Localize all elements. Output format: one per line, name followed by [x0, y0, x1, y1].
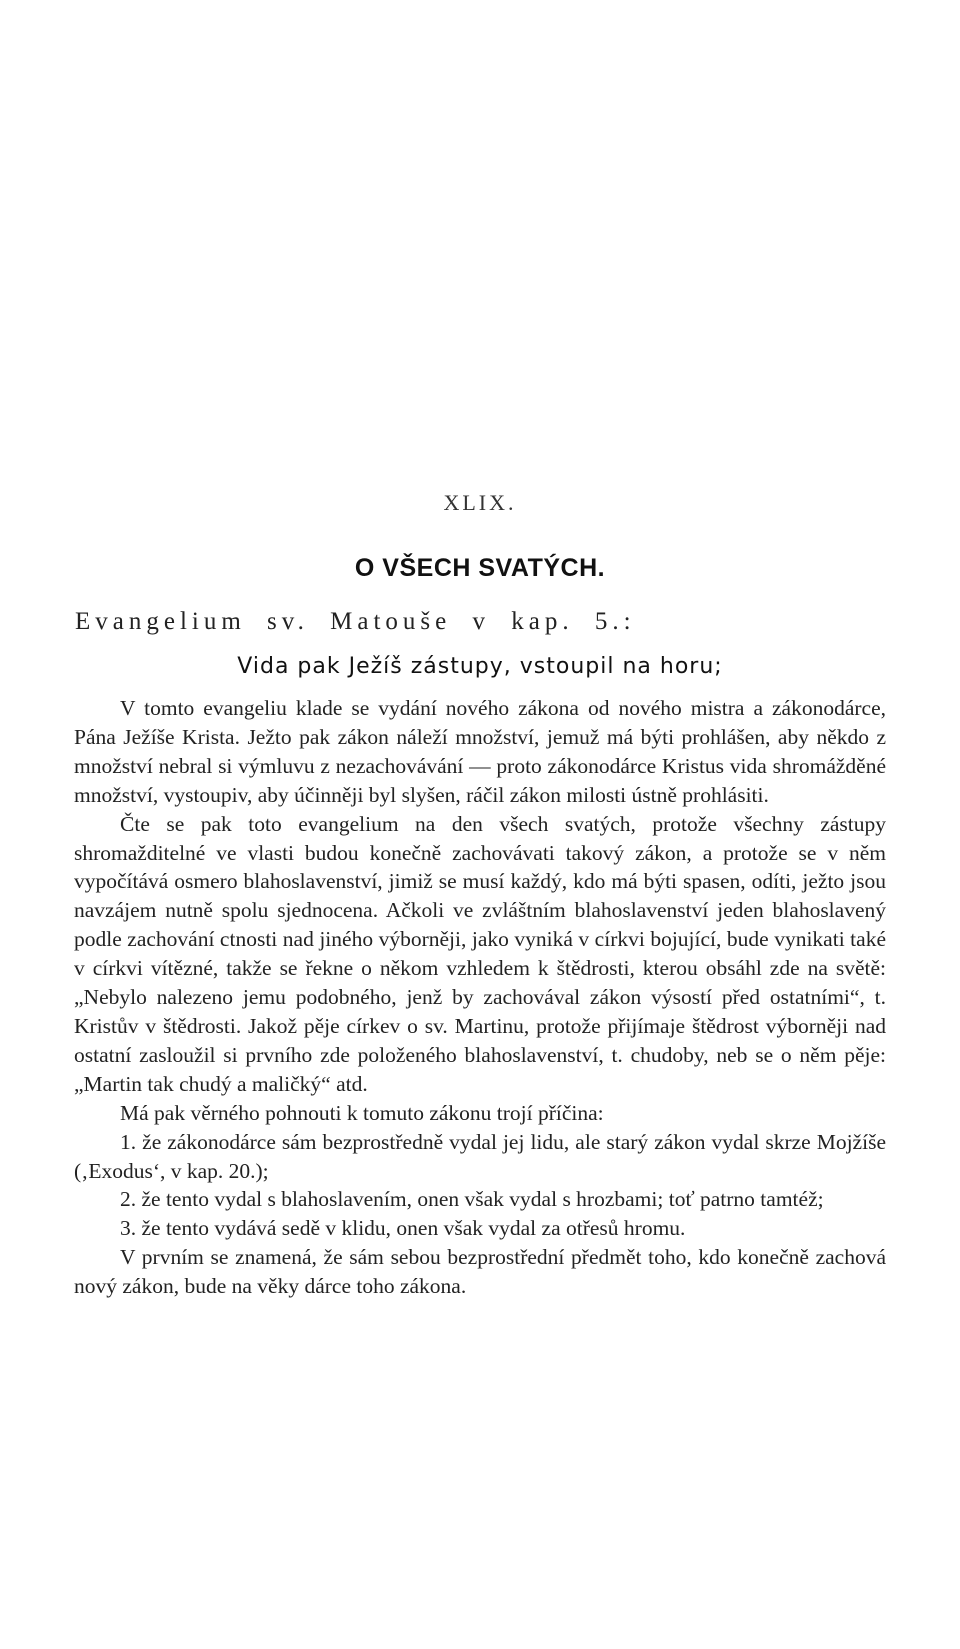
numbered-item: 3. že tento vydává sedě v klidu, onen však vydal za otřesů hromu.	[120, 1216, 686, 1241]
chapter-number: XLIX.	[443, 490, 517, 515]
opening-verse: Vida pak Ježíš zástupy, vstoupil na horu;	[237, 654, 723, 679]
body-text	[74, 694, 886, 1301]
numbered-item: 1. že zákonodárce sám bezprostředně vydal jej lidu, ale starý zákon vydal skrze Mojžíše (‚Exodus‘, v kap. 20.);	[74, 1129, 886, 1183]
paragraph: V tomto evangeliu klade se vydání nového zákona od nového mistra a zákonodárce, Pána Ježíše Krista. Ježto pak zákon náleží množství, jemuž má býti prohlášen, aby někdo z množství nebral si výmluvu z nezachovávání — proto zákonodárce Kristus vida shromážděné množství, vystoupiv, aby účinněji byl slyšen, ráčil zákon milosti ústně prohlásiti.	[74, 696, 886, 807]
numbered-item: 2. že tento vydal s blahoslavením, onen však vydal s hrozbami; toť patrno tamtéž;	[120, 1187, 824, 1212]
paragraph: Má pak věrného pohnouti k tomuto zákonu trojí příčina:	[120, 1100, 604, 1125]
paragraph: V prvním se znamená, že sám sebou bezprostřední předmět toho, kdo konečně zachová nový zákon, bude na věky dárce toho zákona.	[74, 1245, 886, 1299]
paragraph: Čte se pak toto evangelium na den všech svatých, protože všechny zástupy shromažditelné ve vlasti budou konečně zachovávati takový zákon, a protože se v něm vypočítává osmero blahoslavenství, jimiž se musí každý, kdo má býti spasen, odíti, ježto jsou navzájem nutně spolu sjednocena. Ačkoli ve zvláštním blahoslavenství jeden blahoslavený podle zachování ctnosti nad jiného výborněji, jako vyniká v církvi bojující, bude vynikati také v církvi vítězné, takže se řekne o někom vzhledem k štědrosti, kterou obsáhl zde na světě: „Nebylo nalezeno jemu podobného, jenž by zachovával zákon výsostí před ostatními“, t. Kristův v štědrosti. Jakož pěje církev o sv. Martinu, protože přijímaje štědrost výborněji nad ostatní zasloužil si prvního zde položeného blahoslavenství, t. chudoby, neb se o něm pěje: „Martin tak chudý a maličký“ atd.	[74, 811, 886, 1096]
gospel-reference: Evangelium sv. Matouše v kap. 5.:	[75, 608, 636, 635]
chapter-title: O VŠECH SVATÝCH.	[354, 554, 606, 582]
